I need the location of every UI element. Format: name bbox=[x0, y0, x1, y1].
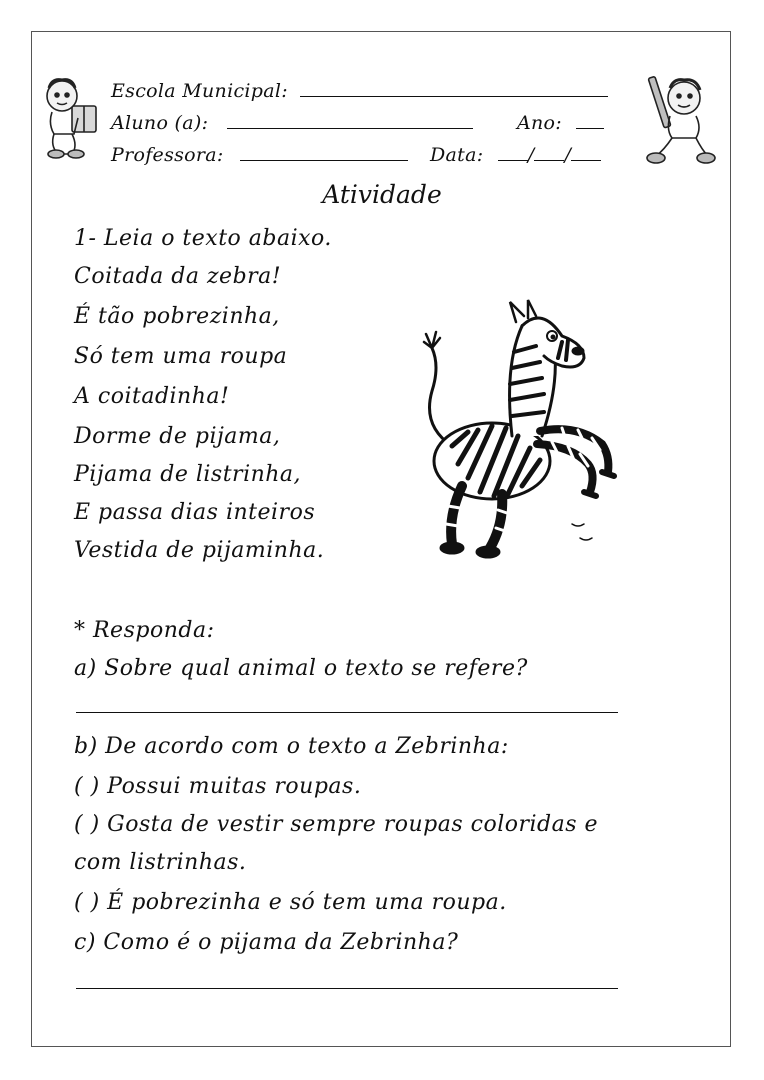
poem-line: E passa dias inteiros bbox=[74, 500, 316, 525]
answer-line-a[interactable] bbox=[76, 712, 618, 713]
question-b: b) De acordo com o texto a Zebrinha: bbox=[74, 734, 509, 759]
instruction-text: 1- Leia o texto abaixo. bbox=[74, 226, 332, 251]
question-c: c) Como é o pijama da Zebrinha? bbox=[74, 930, 459, 955]
child-reading-book-icon bbox=[38, 74, 104, 160]
question-a: a) Sobre qual animal o texto se refere? bbox=[74, 656, 528, 681]
student-input-line[interactable] bbox=[227, 127, 473, 129]
student-label: Aluno (a): bbox=[111, 112, 209, 134]
teacher-input-line[interactable] bbox=[240, 159, 408, 161]
year-label: Ano: bbox=[517, 112, 562, 134]
school-field bbox=[111, 80, 608, 102]
teacher-field bbox=[111, 144, 408, 166]
poem-line: Coitada da zebra! bbox=[74, 264, 282, 289]
poem-line: Só tem uma roupa bbox=[74, 344, 288, 369]
poem-line: É tão pobrezinha, bbox=[74, 304, 280, 329]
date-month-line[interactable] bbox=[534, 159, 564, 161]
date-year-line[interactable] bbox=[571, 159, 601, 161]
school-input-line[interactable] bbox=[300, 95, 608, 97]
option-2-continuation: com listrinhas. bbox=[74, 850, 247, 875]
year-input-line[interactable] bbox=[576, 127, 604, 129]
year-field bbox=[517, 112, 604, 134]
zebra-illustration bbox=[412, 296, 628, 564]
date-separator: / bbox=[527, 144, 535, 166]
date-day-line[interactable] bbox=[498, 159, 528, 161]
poem-line: A coitadinha! bbox=[74, 384, 230, 409]
option-checkbox-1[interactable]: ( ) Possui muitas roupas. bbox=[74, 774, 362, 799]
date-separator: / bbox=[564, 144, 572, 166]
date-field bbox=[430, 144, 601, 166]
teacher-label: Professora: bbox=[111, 144, 224, 166]
student-field bbox=[111, 112, 473, 134]
option-checkbox-2[interactable]: ( ) Gosta de vestir sempre roupas coloridas e bbox=[74, 812, 599, 837]
poem-line: Dorme de pijama, bbox=[74, 424, 281, 449]
poem-line: Pijama de listrinha, bbox=[74, 462, 302, 487]
answer-line-c[interactable] bbox=[76, 988, 618, 989]
poem-line: Vestida de pijaminha. bbox=[74, 538, 325, 563]
child-with-pencil-icon bbox=[640, 72, 716, 166]
date-label: Data: bbox=[430, 144, 484, 166]
page-title: Atividade bbox=[322, 180, 442, 209]
answer-heading: * Responda: bbox=[74, 618, 215, 643]
school-label: Escola Municipal: bbox=[111, 80, 288, 102]
option-checkbox-3[interactable]: ( ) É pobrezinha e só tem uma roupa. bbox=[74, 890, 507, 915]
